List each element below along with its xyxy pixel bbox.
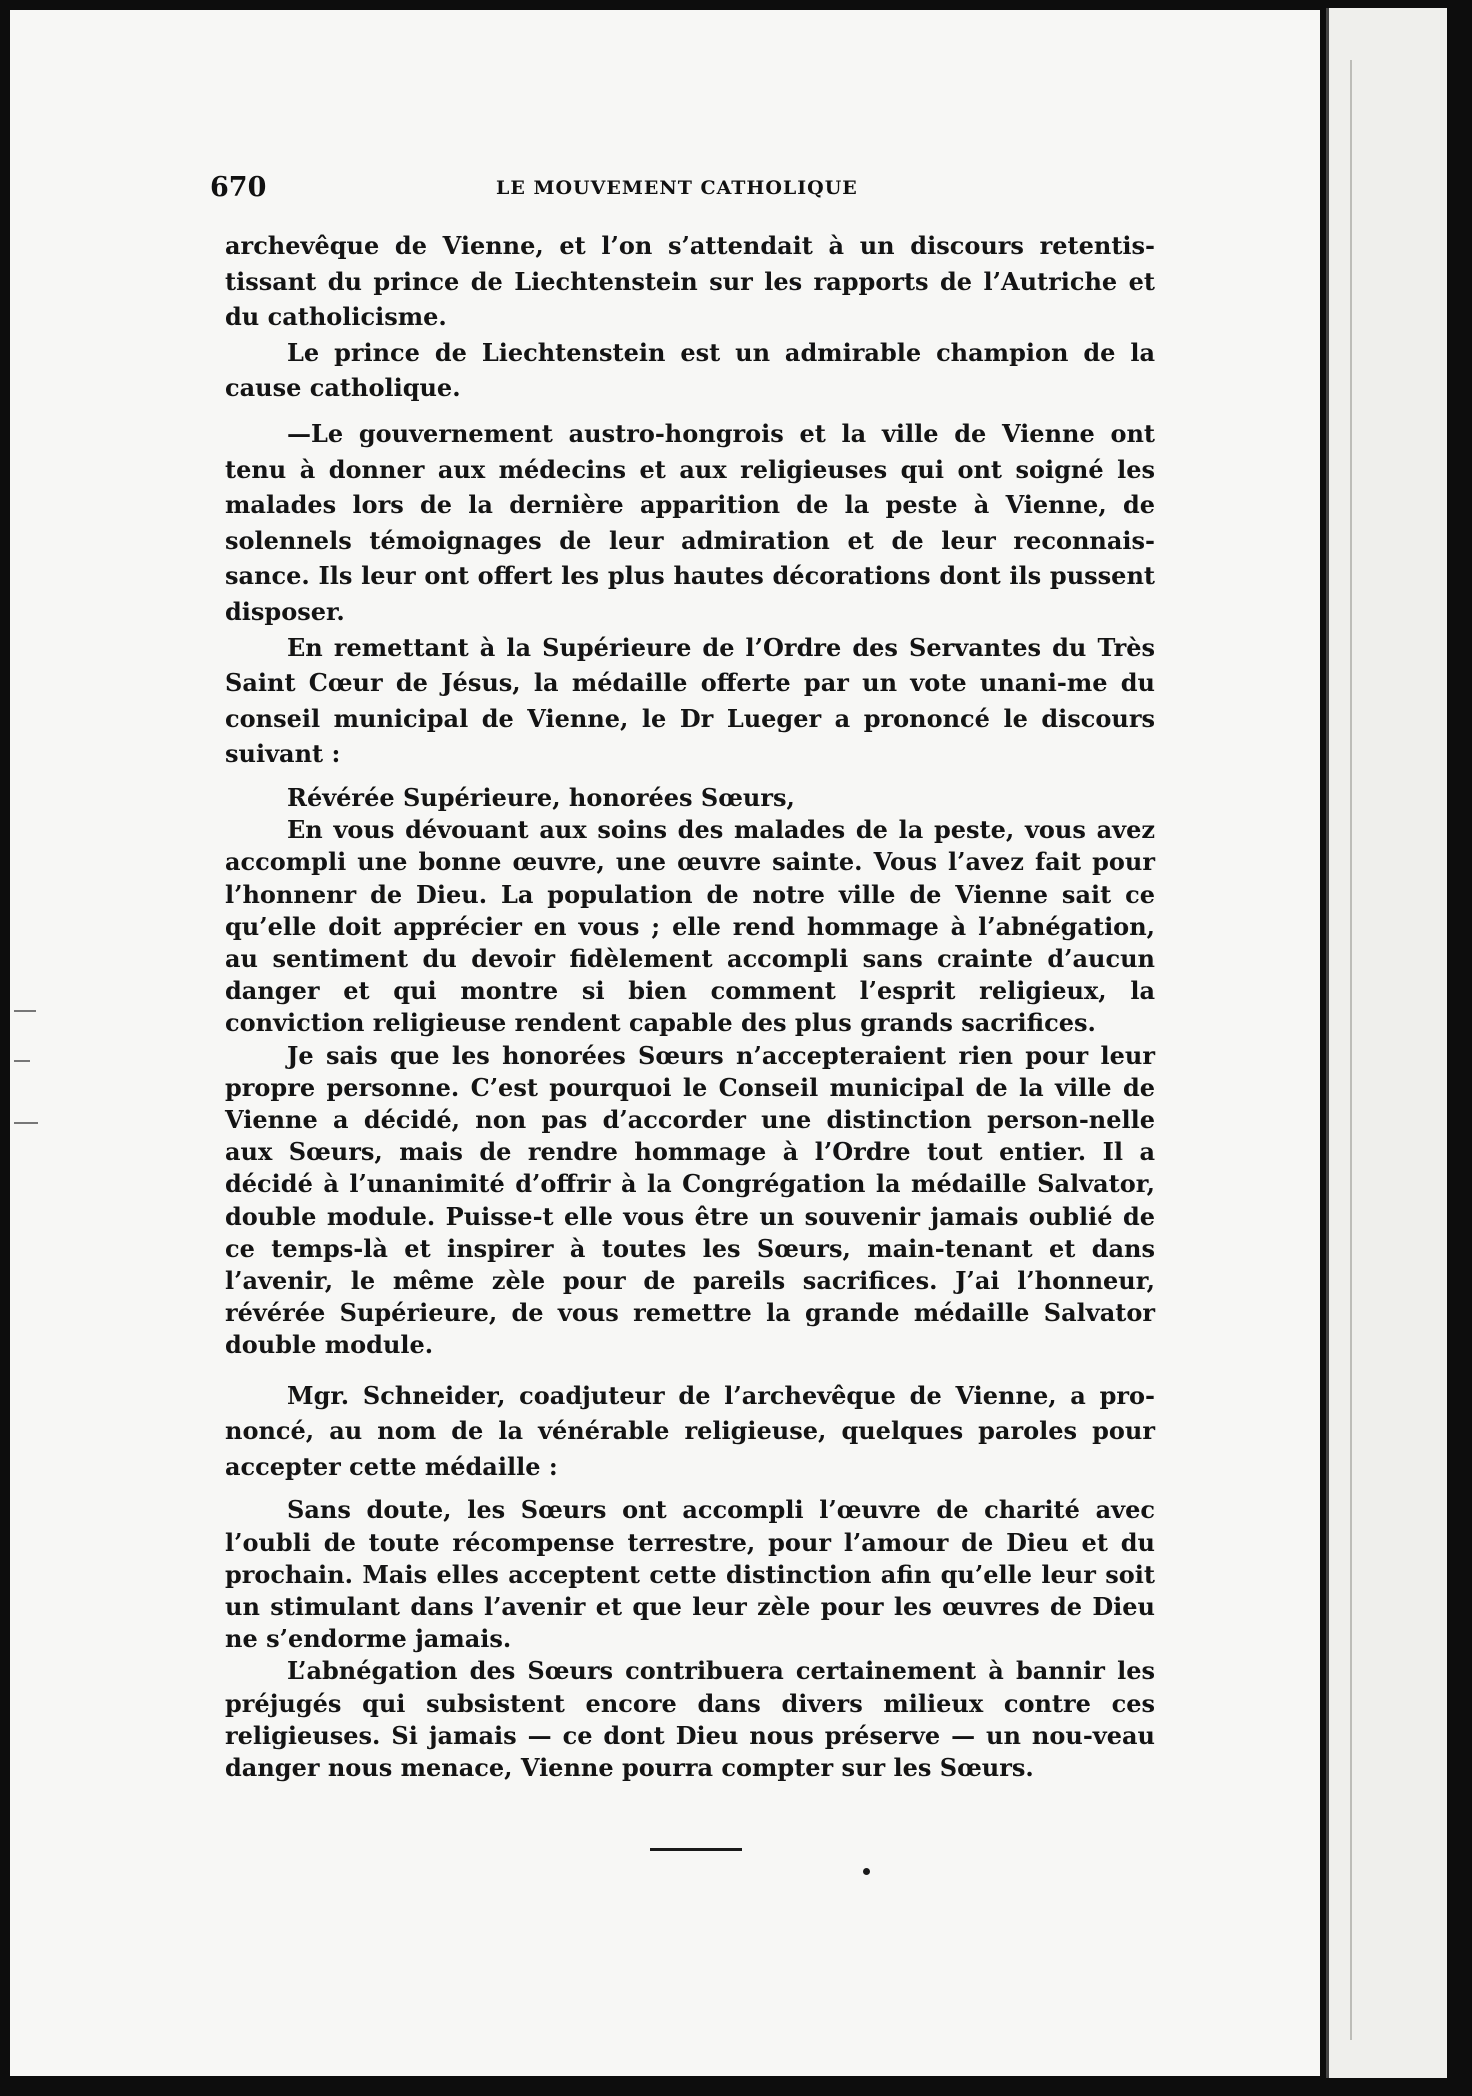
margin-mark (14, 1060, 30, 1062)
reply-paragraph: L’abnégation des Sœurs contribuera certainement à bannir les préjugés qui subsistent encore dans divers milieux contre ces religieuses. Si jamais — ce dont Dieu nous préserve — un nou-veau danger nous menace, Vienne pourra compter sur les Sœurs. (225, 1656, 1155, 1782)
paragraph: —Le gouvernement austro-hongrois et la ville de Vienne ont tenu à donner aux médecins et aux religieuses qui ont soigné les malades lors de la dernière apparition de la peste à Vienne, de solennels témoignages de leur admiration et de leur reconnais-sance. Ils leur ont offert les plus hautes décorations dont ils pussent disposer. (225, 418, 1155, 626)
paragraph: archevêque de Vienne, et l’on s’attendait à un discours retentis-tissant du prince de Liechtenstein sur les rapports de l’Autriche et du catholicisme. (225, 231, 1155, 332)
paragraph: Le prince de Liechtenstein est un admirable champion de la cause catholique. (225, 337, 1155, 403)
running-header (210, 172, 1165, 208)
running-title: LE MOUVEMENT CATHOLIQUE (496, 177, 858, 199)
margin-mark (14, 1122, 38, 1124)
page-number: 670 (210, 172, 267, 203)
section-divider (650, 1848, 742, 1851)
speech-paragraph: En vous dévouant aux soins des malades de la peste, vous avez accompli une bonne œuvre, une œuvre sainte. Vous l’avez fait pour l’honnenr de Dieu. La population de notre ville de Vienne sait ce qu’elle doit apprécier en vous ; elle rend hommage à l’abnégation, au sentiment du devoir fidèlement accompli sans crainte d’aucun danger et qui montre si bien comment l’esprit religieux, la conviction religieuse rendent capable des plus grands sacrifices. (225, 815, 1155, 1038)
facing-page-edge (1326, 8, 1447, 2078)
speech-salutation: Révérée Supérieure, honorées Sœurs, (287, 782, 795, 812)
paragraph: En remettant à la Supérieure de l’Ordre des Servantes du Très Saint Cœur de Jésus, la médaille offerte par un vote unani-me du conseil municipal de Vienne, le Dr Lueger a prononcé le discours suivant : (225, 632, 1155, 769)
ink-dot (863, 1868, 870, 1875)
speech-paragraph: Je sais que les honorées Sœurs n’accepteraient rien pour leur propre personne. C’est pourquoi le Conseil municipal de la ville de Vienne a décidé, non pas d’accorder une distinction person-nelle aux Sœurs, mais de rendre hommage à l’Ordre tout entier. Il a décidé à l’unanimité d’offrir à la Congrégation la médaille Salvator, double module. Puisse-t elle vous être un souvenir jamais oublié de ce temps-là et inspirer à toutes les Sœurs, main-tenant et dans l’avenir, le même zèle pour de pareils sacrifices. J’ai l’honneur, révérée Supérieure, de vous remettre la grande médaille Salvator double module. (225, 1040, 1155, 1360)
reply-paragraph: Sans doute, les Sœurs ont accompli l’œuvre de charité avec l’oubli de toute récompense terrestre, pour l’amour de Dieu et du prochain. Mais elles acceptent cette distinction afin qu’elle leur soit un stimulant dans l’avenir et que leur zèle pour les œuvres de Dieu ne s’endorme jamais. (225, 1495, 1155, 1654)
paragraph: Mgr. Schneider, coadjuteur de l’archevêque de Vienne, a pro-noncé, au nom de la vénérable religieuse, quelques paroles pour accepter cette médaille : (225, 1380, 1155, 1481)
page-fold-line (1350, 60, 1352, 2040)
margin-mark (14, 1010, 36, 1012)
body-text (225, 228, 1155, 1784)
